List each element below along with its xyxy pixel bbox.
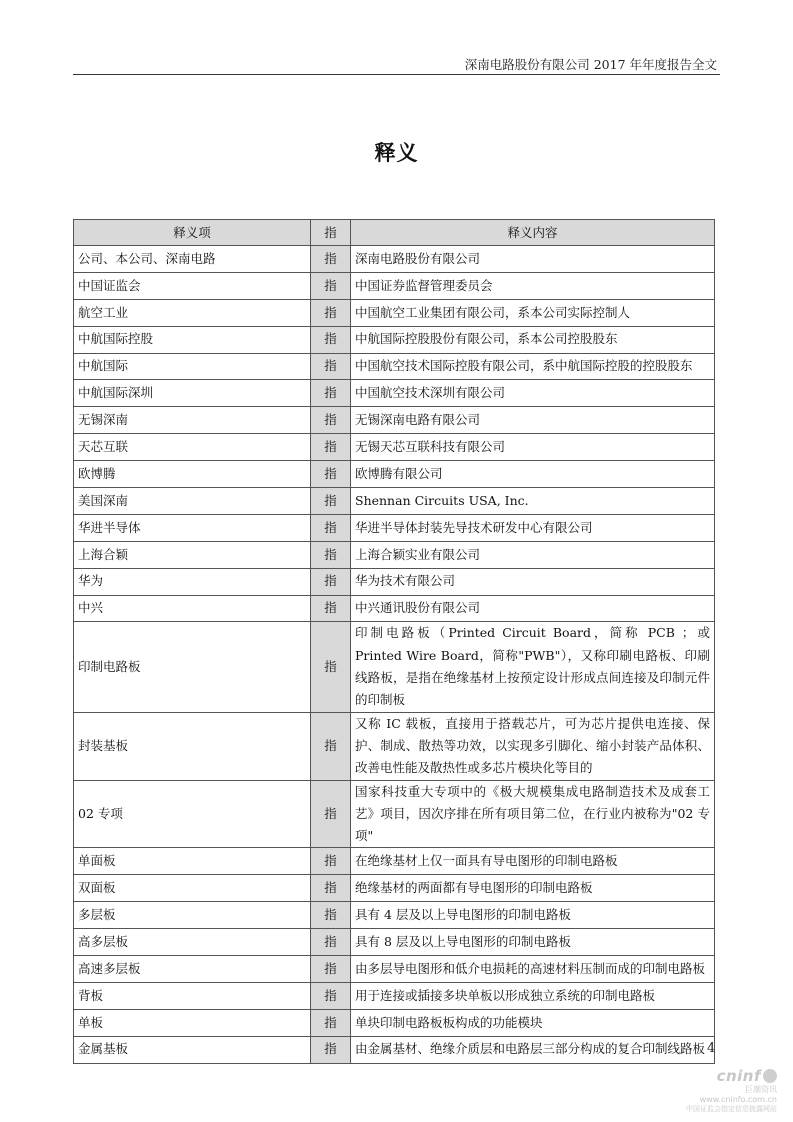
definition-cell: 具有 8 层及以上导电图形的印制电路板 [351,929,715,956]
table-row [74,848,715,875]
definitions-table-body [74,246,715,1064]
definition-cell: 中航国际控股股份有限公司，系本公司控股股东 [351,326,715,353]
term-cell: 双面板 [74,875,311,902]
table-row [74,246,715,273]
term-cell: 无锡深南 [74,407,311,434]
zhi-cell: 指 [311,541,351,568]
definition-cell: 华进半导体封装先导技术研发中心有限公司 [351,514,715,541]
definition-cell: 中国航空技术国际控股有限公司，系中航国际控股的控股股东 [351,353,715,380]
table-row [74,780,715,848]
definition-cell: 具有 4 层及以上导电图形的印制电路板 [351,902,715,929]
table-row [74,514,715,541]
zhi-cell: 指 [311,380,351,407]
watermark-cn-name: 巨潮资讯 [745,1085,777,1094]
term-cell: 单板 [74,1009,311,1036]
zhi-cell: 指 [311,434,351,461]
zhi-cell: 指 [311,712,351,780]
term-cell: 欧博腾 [74,461,311,488]
table-row [74,929,715,956]
zhi-cell: 指 [311,595,351,622]
zhi-cell: 指 [311,488,351,515]
definition-cell: 国家科技重大专项中的《极大规模集成电路制造技术及成套工艺》项目，因次序排在所有项目第二位，在行业内被称为"02 专项" [351,780,715,848]
watermark-brand: cninf [716,1067,761,1085]
definition-cell: 绝缘基材的两面都有导电图形的印制电路板 [351,875,715,902]
term-cell: 单面板 [74,848,311,875]
page-number: 4 [707,1041,716,1056]
header-divider [73,74,720,75]
term-cell: 上海合颖 [74,541,311,568]
term-cell: 中航国际控股 [74,326,311,353]
cninfo-watermark [677,1066,777,1114]
term-cell: 高速多层板 [74,956,311,983]
zhi-cell: 指 [311,272,351,299]
table-row [74,875,715,902]
term-cell: 华为 [74,568,311,595]
table-row [74,326,715,353]
table-row [74,568,715,595]
zhi-cell: 指 [311,514,351,541]
column-header-definition: 释义内容 [351,220,715,246]
watermark-tagline: 中国证监会指定信息披露网站 [686,1105,777,1113]
definition-cell: 中兴通讯股份有限公司 [351,595,715,622]
term-cell: 公司、本公司、深南电路 [74,246,311,273]
definitions-table [73,219,715,1064]
zhi-cell: 指 [311,461,351,488]
table-row [74,956,715,983]
term-cell: 封装基板 [74,712,311,780]
term-cell: 中航国际 [74,353,311,380]
zhi-cell: 指 [311,1009,351,1036]
definition-cell: 深南电路股份有限公司 [351,246,715,273]
zhi-cell: 指 [311,622,351,712]
table-row [74,380,715,407]
table-row [74,541,715,568]
zhi-cell: 指 [311,568,351,595]
zhi-cell: 指 [311,902,351,929]
running-header: 深南电路股份有限公司 2017 年年度报告全文 [464,57,717,72]
table-row [74,982,715,1009]
term-cell: 中国证监会 [74,272,311,299]
term-cell: 金属基板 [74,1036,311,1063]
watermark-url: www.cninfo.com.cn [699,1095,777,1104]
definition-cell: 华为技术有限公司 [351,568,715,595]
zhi-cell: 指 [311,982,351,1009]
cninfo-logo-icon [763,1069,777,1083]
zhi-cell: 指 [311,875,351,902]
definition-cell: 用于连接或插接多块单板以形成独立系统的印制电路板 [351,982,715,1009]
term-cell: 中兴 [74,595,311,622]
table-row [74,434,715,461]
zhi-cell: 指 [311,1036,351,1063]
table-row [74,1009,715,1036]
term-cell: 天芯互联 [74,434,311,461]
zhi-cell: 指 [311,353,351,380]
definition-cell: 在绝缘基材上仅一面具有导电图形的印制电路板 [351,848,715,875]
table-header-row [74,220,715,246]
definition-cell: 印制电路板（Printed Circuit Board，简称 PCB ；或 Printed Wire Board，简称"PWB"），又称印刷电路板、印刷线路板，是指在绝缘基材上按预定设计形成点间连接及印制元件的印制板 [351,622,715,712]
page-title: 释义 [374,140,419,165]
table-row [74,461,715,488]
term-cell: 高多层板 [74,929,311,956]
definition-cell: 无锡深南电路有限公司 [351,407,715,434]
zhi-cell: 指 [311,780,351,848]
table-row [74,407,715,434]
definition-cell: Shennan Circuits USA, Inc. [351,488,715,515]
definition-cell: 由多层导电图形和低介电损耗的高速材料压制而成的印制电路板 [351,956,715,983]
table-row [74,299,715,326]
term-cell: 多层板 [74,902,311,929]
table-row [74,595,715,622]
term-cell: 印制电路板 [74,622,311,712]
term-cell: 美国深南 [74,488,311,515]
zhi-cell: 指 [311,956,351,983]
definition-cell: 由金属基材、绝缘介质层和电路层三部分构成的复合印制线路板 [351,1036,715,1063]
zhi-cell: 指 [311,848,351,875]
zhi-cell: 指 [311,929,351,956]
definition-cell: 欧博腾有限公司 [351,461,715,488]
definition-cell: 无锡天芯互联科技有限公司 [351,434,715,461]
definition-cell: 中国航空技术深圳有限公司 [351,380,715,407]
table-row [74,272,715,299]
zhi-cell: 指 [311,407,351,434]
table-row [74,712,715,780]
table-row [74,488,715,515]
table-row [74,902,715,929]
table-row [74,353,715,380]
term-cell: 航空工业 [74,299,311,326]
definition-cell: 中国航空工业集团有限公司，系本公司实际控制人 [351,299,715,326]
definition-cell: 中国证券监督管理委员会 [351,272,715,299]
definition-cell: 上海合颖实业有限公司 [351,541,715,568]
column-header-term: 释义项 [74,220,311,246]
term-cell: 华进半导体 [74,514,311,541]
zhi-cell: 指 [311,326,351,353]
table-row [74,1036,715,1063]
term-cell: 背板 [74,982,311,1009]
zhi-cell: 指 [311,299,351,326]
table-row [74,622,715,712]
term-cell: 02 专项 [74,780,311,848]
zhi-cell: 指 [311,246,351,273]
definition-cell: 单块印制电路板板构成的功能模块 [351,1009,715,1036]
term-cell: 中航国际深圳 [74,380,311,407]
column-header-zhi: 指 [311,220,351,246]
definition-cell: 又称 IC 载板，直接用于搭载芯片，可为芯片提供电连接、保护、制成、散热等功效，以实现多引脚化、缩小封装产品体积、改善电性能及散热性或多芯片模块化等目的 [351,712,715,780]
